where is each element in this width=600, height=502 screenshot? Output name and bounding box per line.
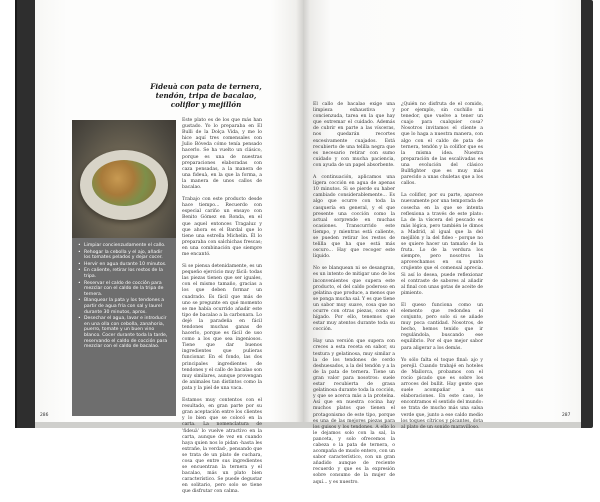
step-item: • En caliente, retirar los restos de la tripa. — [78, 268, 170, 279]
text-column-3 — [401, 102, 483, 437]
text-column-1 — [182, 118, 262, 502]
paragraph: Trabajo con este producto desde hace tiempo... Recuerdo con especial cariño un ensayo con Benito Gómez en Ronda, en el que aquel entonces Tragaluz y que ahora es el Bardal que lo tiene una estrella Michelin. Él lo preparaba con salchichas frescas; en una combinación que siempre me encantó. — [182, 197, 262, 257]
paragraph: Este plato es de los que más han gustado. Yo lo preparaba en El Bulli de la Dolça Vida, y me lo hice aquí tres comensales con Julio Bóveda cómo tenía pensado hacerlo. Se ha vuelto un clásico, porque es una de nuestras preparaciones elaboradas con caza pensadas, a la manera de una fideuà, en la que la forma, a la manera de unos callos de bacalao. — [182, 118, 262, 191]
paragraph: No se blanquean ni se desangran, es un intento de mitigar uno de los inconvenientes que supera este producto, el del caldo poderoso en gelatina que produce, a menos que se ponga mucha sal. Y es que tiene un sabor muy suave, cosa que no ocurre con otras piezas, como el hígado. Por ello, tenemos que estar muy atentos durante toda su cocción. — [313, 266, 395, 333]
paragraph: La coliflor, por su parte, aparece nuevamente por una temporada de cosecha en la que se intenta reflexiona a través de este plato: La de la víscera del pescado es más lógica, pero también le dimos a Madrid, al igual que la del mejillón y la del fideo - porque no se quiere hacer un tamaño de la fruta. Lo de la verdura los siempre, pero nosotros la aprovechamos en su punto crujiente que el comensal aprecia. Si así lo desea, puede reflexionar el contraste de sabores al añadir al final con unas gotas de aceite de pimiento. — [401, 193, 484, 296]
steps-box — [72, 238, 176, 416]
page-number-left: 286 — [40, 413, 49, 418]
recipe-title-line: tendón, tripa de bacalao, — [155, 91, 257, 101]
paragraph: Si se piensa detenidamente, es un pequeño ejercicio muy fácil: todas las piezas tienen que ser iguales, con el mismo tamaño, gracias a los que deben formar un cuadrado. Es fácil que más de uno se pregunte en qué momento se me había ocurrido añadir este tipo de bacalao a la carbonara. Lo dejé la paradeña en fácil tendones muchas ganas de hacerlo, porque es fácil de uso como a los que sea ingeniosos. Tiene que dar buenos ingredientes que pulieras funcionar. En el fondo, las dos principales ingredientes de tendones y el callo de bacalao son muy similares, aunque provengan de animales tan distintos como la pata y la piel de una vaca. — [182, 264, 262, 391]
paragraph: Estamos muy contentos con el resultado, en gran parte por su gran aceptación entre los clientes y lo bien que se colocó en la carta. La nomenclatura de 'fideuà' lo vuelve atractivo en la carta, aunque de vez en cuando haya quien nos lo pidan -hasta les extrañe, la verdad-, pensando que se trata de un plato de cuchara, cosa que entre sus ingredientes se encuentran la ternera y el bacalao, más un plato bien característico. Se puede degustar en solitario, pero solo se tiene que disfrutar con calma. — [182, 398, 262, 495]
paragraph: ¿Quién no disfruta de el comido, por ejemplo, sin cuchillo ni tenedor, que vuelve a tener un cuajo para cualquier cosa? Nosotros invitamos el cliente a que lo haga a nuestra manera, con algo con el caldo de pata de ternera, tendón y la coliflor que es la misma idea. Nuestra preparación de las escalivadas es una evolución del clásico Bullfighter que es muy más parecido a unas chuletas que a los callos. — [401, 102, 483, 187]
paragraph: Hay una versión que supera con creces a esta receta en sabor, su textura y gelatinosa, muy similar a la de los tendones de cerdo deshuesados, a la del tendón y a la de la pata de ternera. Tiene un gran valor para nosotros: suele estar recubierta de grasa gelatinosa durante toda la cocción, y que se acerca más a la proteína. Así que en nuestra cocina hay muchos platos que tienen el protagonismo de este tipo, porque es una de las mejores piezas para los guisos y los tendones. A ello lo le dejamos solo con la sal, la panceta, y solo ofrecemos la cabeza o la pata de ternera, o acompaña de muslo entero, con un sabor característico, con un gran añadido aunque de reciente recuerdo y que es la expresión sobre consumo de la mujer de aquí... y es nuestro. — [313, 339, 395, 485]
paragraph: A continuación, aplicamos una ligera cocción en agua de apenas 10 minutos. Si se pierde su haber cambiado considerablemente... Es algo que ocurre con toda la casquería en general, y el que presente una cocción como la actual sorprende en muchas ocasiones. Transcurrido este tiempo, y mientras está caliente, se pueden retirar los restos de telilla que ha que está más oscuro... Hay que recoger este líquido. — [313, 175, 395, 260]
paragraph: El callo de bacalao exige una limpieza exhaustiva y concienzuda, tarea en la que hay que extremar el cuidado. Además de cubrir en parte a las vísceras, nos quedarán recortes excesivamente cuajados. Está recubierto de una telilla negra que es necesario retirar con sumo cuidado y con mucha paciencia, con ayuda de un papel absorbente. — [313, 102, 395, 168]
page-edges — [35, 422, 581, 428]
step-item: • Blanquear la pata y los tendones a partir de agua fría con sal y laurel durante 30 minutos, aprox. — [78, 298, 170, 315]
page-number-right: 287 — [562, 413, 571, 418]
recipe-title-line: Fideuà con pata de ternera, — [150, 82, 262, 91]
step-item: • Rehogar la cebolla y el ajo, añadir los tomates pelados y dejar cocer. — [78, 250, 170, 261]
step-item: • Desechar el agua, lavar e introducir en una olla con cebolla, zanahoria, puerro, tomate y un buen vino blanco. Cocer durante toda la tarde, reservando el caldo de cocción para mezclar con el caldo de bacalao. — [78, 316, 170, 350]
paragraph: El queso funciona como un elemento que redondea el conjunto, pero solo si se añade muy poca cantidad. Nosotros, de hecho, hemos tenido que ir regulándola, buscando ese equilibrio. Por el que mejor sabor para aligerar a los demás. — [401, 302, 483, 351]
step-item: • Reservar el caldo de cocción para mezclar con el caldo de la tripa de ternera. — [78, 281, 170, 298]
food-shape — [92, 160, 156, 206]
recipe-title-line: coliflor y mejillón — [170, 100, 242, 110]
paragraph: Yo sólo falta el toque final: ajo y perejil. Cuando trabajé en hoteles de Mallorca, probamos con el rocío picado que es sobre los arroces del bullit. Hay gente que suele acompañar a sus elaboraciones. En este caso, le encontramos el sentido del mundo: se trata de mucho más una salsa verde que, junto a ese caldo medio los toques cítricos y picantes, dota al plato de un sonido maravilloso. — [401, 357, 483, 430]
text-column-2 — [313, 102, 395, 492]
step-item: • Hervir en agua durante 10 minutos. — [78, 262, 170, 268]
dish-photo — [72, 120, 176, 238]
recipe-title — [140, 82, 272, 110]
step-item: • Limpiar concienzudamente el callo. — [78, 243, 170, 249]
steps-list — [78, 243, 170, 350]
cover-edge-left — [15, 0, 17, 428]
